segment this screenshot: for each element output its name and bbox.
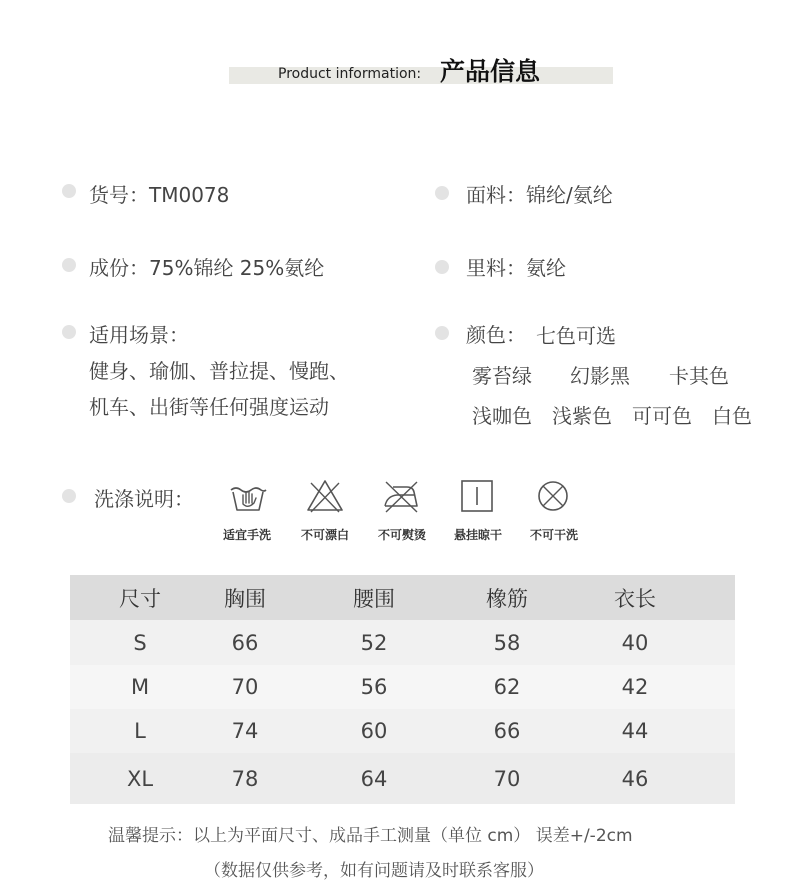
item-number: 货号：TM0078: [89, 183, 230, 207]
composition: 成份：75%锦纶 25%氨纶: [89, 256, 325, 280]
no-iron-icon: [381, 478, 421, 514]
fabric: 面料：锦纶/氨纶: [466, 183, 613, 207]
table-cell: 64: [360, 766, 388, 791]
wash-label: 不可熨烫: [377, 528, 426, 542]
bullet-dot: [62, 489, 76, 503]
usage-title: 适用场景：: [89, 323, 189, 347]
lining: 里料：氨纶: [466, 256, 566, 280]
bullet-dot: [62, 184, 76, 198]
table-cell: 42: [621, 675, 649, 699]
measurement-note: 温馨提示：以上为平面尺寸、成品手工测量（单位 cm） 误差+/-2cm: [108, 826, 633, 846]
table-cell: XL: [126, 766, 154, 791]
table-cell: 56: [360, 675, 388, 699]
table-row: [70, 709, 735, 753]
bullet-dot: [435, 260, 449, 274]
table-cell: 70: [493, 766, 521, 791]
hand-wash-icon: [228, 478, 268, 514]
color-option: 浅紫色: [552, 404, 612, 428]
color-option: 白色: [712, 404, 752, 428]
hang-dry-icon: [457, 478, 497, 514]
table-cell: 78: [231, 766, 259, 791]
table-cell: S: [133, 630, 147, 655]
table-header-cell: 尺寸: [119, 586, 161, 611]
color-summary: 七色可选: [536, 324, 616, 348]
color-option: 可可色: [632, 404, 692, 428]
color-option: 浅咖色: [472, 404, 532, 428]
table-header-cell: 衣长: [614, 586, 656, 611]
bullet-dot: [62, 325, 76, 339]
table-cell: 62: [493, 675, 521, 699]
color-title: 颜色：: [466, 323, 526, 347]
table-header-row: [70, 575, 735, 620]
bullet-dot: [62, 258, 76, 272]
table-row: [70, 753, 735, 804]
table-header-cell: 腰围: [353, 586, 395, 611]
usage-line: 机车、出街等任何强度运动: [89, 395, 329, 419]
color-option: 雾苔绿: [472, 364, 532, 388]
color-option: 卡其色: [669, 364, 729, 388]
table-header-cell: 橡筋: [486, 586, 528, 611]
bullet-dot: [435, 186, 449, 200]
table-cell: 66: [231, 630, 259, 655]
table-row: [70, 620, 735, 665]
no-dry-clean-icon: [533, 478, 573, 514]
page-title: 产品信息: [440, 57, 541, 86]
no-bleach-icon: [305, 478, 345, 514]
color-option: 幻影黑: [570, 364, 630, 388]
table-cell: 52: [360, 630, 388, 655]
table-cell: 66: [493, 719, 521, 743]
size-table: [70, 575, 735, 804]
table-cell: M: [130, 675, 150, 699]
table-cell: L: [134, 719, 146, 743]
table-cell: 70: [231, 675, 259, 699]
wash-label: 不可漂白: [300, 528, 349, 542]
table-cell: 40: [621, 630, 649, 655]
wash-label: 适宜手洗: [222, 528, 271, 542]
table-cell: 46: [621, 766, 649, 791]
reference-note: （数据仅供参考，如有问题请及时联系客服）: [204, 861, 544, 881]
wash-label: 不可干洗: [529, 528, 578, 542]
table-cell: 44: [621, 719, 649, 743]
table-cell: 60: [360, 719, 388, 743]
table-row: [70, 665, 735, 709]
table-header-cell: 胸围: [224, 586, 266, 611]
table-cell: 58: [493, 630, 521, 655]
wash-title: 洗涤说明：: [94, 487, 194, 511]
usage-line: 健身、瑜伽、普拉提、慢跑、: [89, 359, 349, 383]
bullet-dot: [435, 326, 449, 340]
table-cell: 74: [231, 719, 259, 743]
title-english: Product information:: [278, 66, 422, 82]
wash-label: 悬挂晾干: [453, 528, 502, 542]
